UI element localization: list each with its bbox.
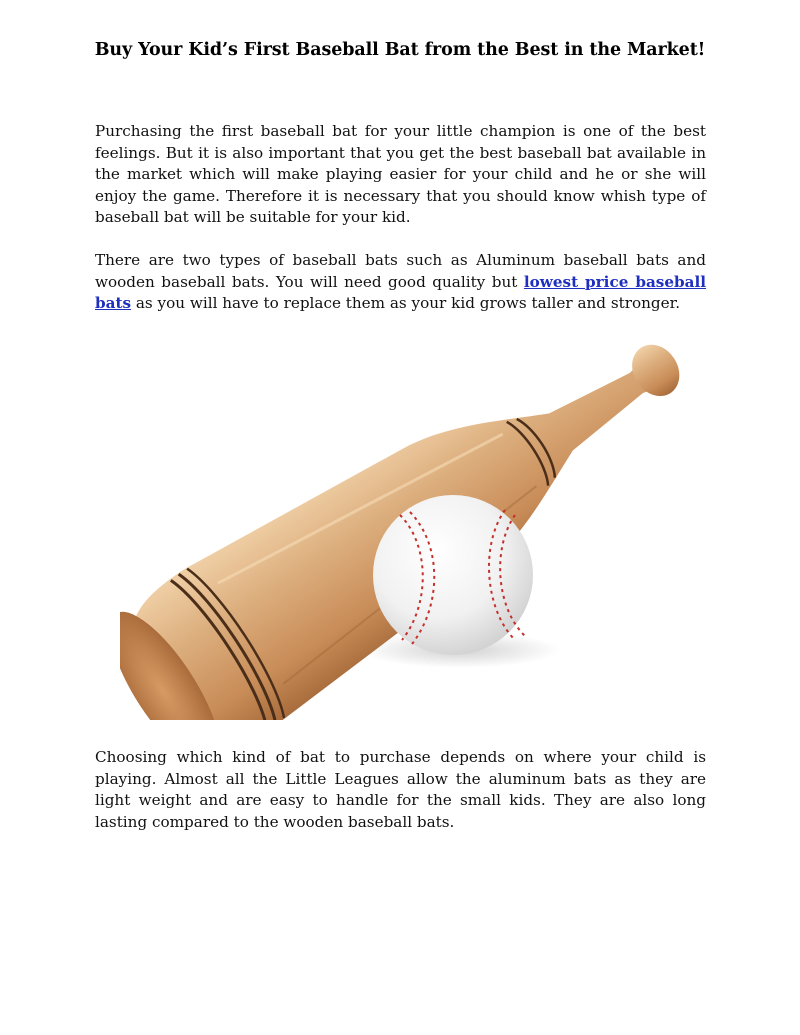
paragraph-intro: Purchasing the first baseball bat for your little champion is one of the best feelings. But it is also important that you get the best baseball bat available in the market which will make playing easier for your child and he or she will enjoy the game. Therefore it is necessary that you should know whish type of baseball bat will be suitable for your kid. [95, 122, 706, 227]
bat-and-ball-image [120, 340, 700, 720]
baseball-icon [373, 495, 533, 655]
paragraph-bat-types-text-1: There are two types of baseball bats such as Aluminum baseball bats and wooden baseball bats. You will need good quality but [95, 251, 706, 291]
paragraph-choosing-bat: Choosing which kind of bat to purchase depends on where your child is playing. Almost all the Little Leagues allow the aluminum bats as they are light weight and are easy to handle for the small kids. They are also long lasting compared to the wooden baseball bats. [95, 748, 706, 831]
lowest-price-baseball-bats-link[interactable]: lowest price baseball bats [95, 272, 707, 313]
page-title: Buy Your Kid’s First Baseball Bat from the Best in the Market! [94, 40, 706, 60]
paragraph-bat-types [95, 250, 706, 315]
paragraph-bat-types-text-2: as you will have to replace them as your kid grows taller and stronger. [131, 294, 681, 313]
